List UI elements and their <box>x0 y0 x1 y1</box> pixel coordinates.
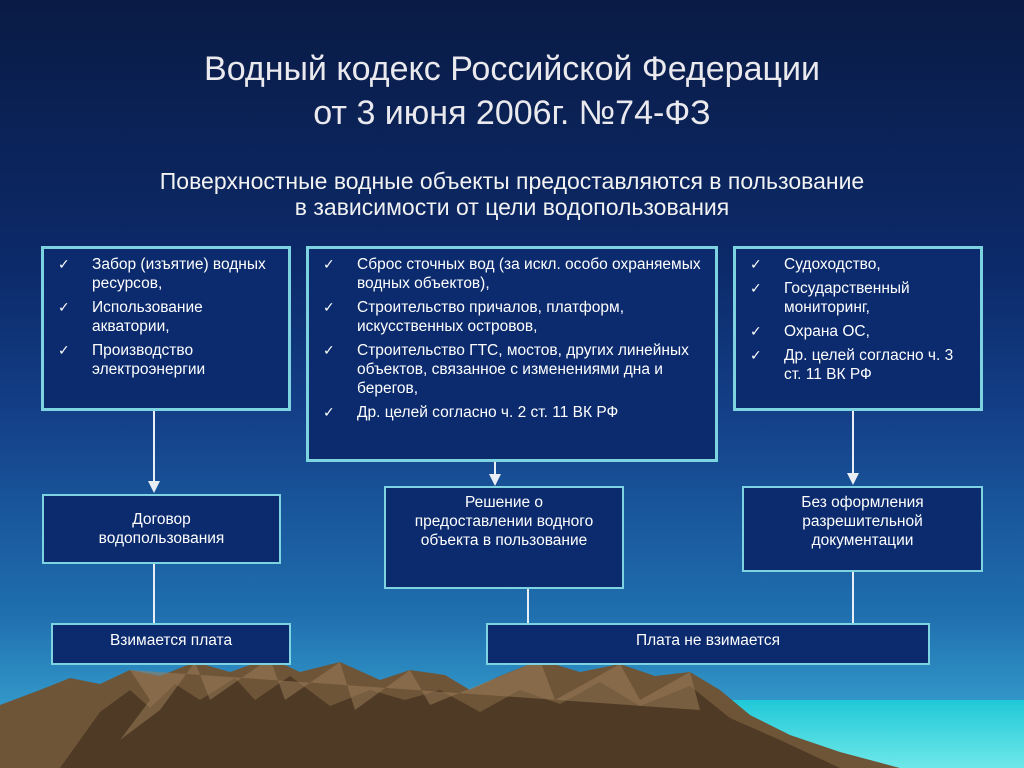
result-text-decision: Решение о предоставлении водного объекта в пользование <box>414 494 594 549</box>
purpose-item <box>321 298 707 336</box>
purpose-list-left <box>44 249 288 379</box>
checkmark-icon: ✓ <box>58 256 70 272</box>
purpose-item-text: Строительство ГТС, мостов, других линейных объектов, связанное с изменениями дна и берегов, <box>357 342 689 397</box>
checkmark-icon: ✓ <box>750 256 762 272</box>
purpose-item-text: Др. целей согласно ч. 2 ст. 11 ВК РФ <box>357 404 619 421</box>
checkmark-icon: ✓ <box>323 299 335 315</box>
purpose-item <box>56 341 280 379</box>
purpose-item-text: Др. целей согласно ч. 3 ст. 11 ВК РФ <box>784 347 954 383</box>
payment-text-charged: Взимается плата <box>109 632 233 649</box>
purpose-item <box>321 403 707 422</box>
connector-left <box>153 564 155 623</box>
purpose-item <box>56 255 280 293</box>
purpose-box-left <box>41 246 291 411</box>
subtitle-line-2: в зависимости от цели водопользования <box>294 194 730 220</box>
checkmark-icon: ✓ <box>750 323 762 339</box>
purpose-item-text: Производство электроэнергии <box>92 342 206 378</box>
purpose-item <box>321 255 707 293</box>
checkmark-icon: ✓ <box>58 299 70 315</box>
purpose-box-right <box>733 246 983 411</box>
payment-box-charged <box>51 623 291 665</box>
purpose-item <box>748 255 972 274</box>
result-text-contract: Договор водопользования <box>98 511 225 547</box>
purpose-item-text: Забор (изъятие) водных ресурсов, <box>92 256 266 292</box>
arrow-right-head <box>847 473 859 485</box>
purpose-item <box>748 346 972 384</box>
checkmark-icon: ✓ <box>750 347 762 363</box>
purpose-item <box>321 341 707 398</box>
arrow-right-shaft <box>852 411 854 475</box>
purpose-item-text: Сброс сточных вод (за искл. особо охраняемых водных объектов), <box>357 256 701 292</box>
arrow-left-shaft <box>153 411 155 483</box>
purpose-item-text: Строительство причалов, платформ, искусственных островов, <box>357 299 625 335</box>
slide-title-line-2: от 3 июня 2006г. №74-ФЗ <box>313 94 711 132</box>
checkmark-icon: ✓ <box>750 280 762 296</box>
purpose-item-text: Использование акватории, <box>92 299 203 335</box>
arrow-left-head <box>148 481 160 493</box>
purpose-list-right <box>736 249 980 384</box>
connector-right <box>852 572 854 623</box>
checkmark-icon: ✓ <box>58 342 70 358</box>
purpose-item <box>748 279 972 317</box>
purpose-item-text: Охрана ОС, <box>784 323 870 340</box>
result-box-contract <box>42 494 281 564</box>
purpose-item <box>56 298 280 336</box>
slide-title-line-1: Водный кодекс Российской Федерации <box>204 50 820 88</box>
arrow-center-head <box>489 474 501 486</box>
checkmark-icon: ✓ <box>323 404 335 420</box>
result-box-decision <box>384 486 624 589</box>
purpose-item <box>748 322 972 341</box>
checkmark-icon: ✓ <box>323 256 335 272</box>
result-box-no-permit <box>742 486 983 572</box>
purpose-item-text: Судоходство, <box>784 256 881 273</box>
connector-center <box>527 589 529 623</box>
purpose-item-text: Государственный мониторинг, <box>784 280 910 316</box>
result-text-no-permit: Без оформления разрешительной документации <box>801 494 924 549</box>
payment-text-not-charged: Плата не взимается <box>635 632 781 649</box>
purpose-list-center <box>309 249 715 422</box>
subtitle-line-1: Поверхностные водные объекты предоставляются в пользование <box>159 168 865 194</box>
payment-box-not-charged <box>486 623 930 665</box>
checkmark-icon: ✓ <box>323 342 335 358</box>
purpose-box-center <box>306 246 718 462</box>
